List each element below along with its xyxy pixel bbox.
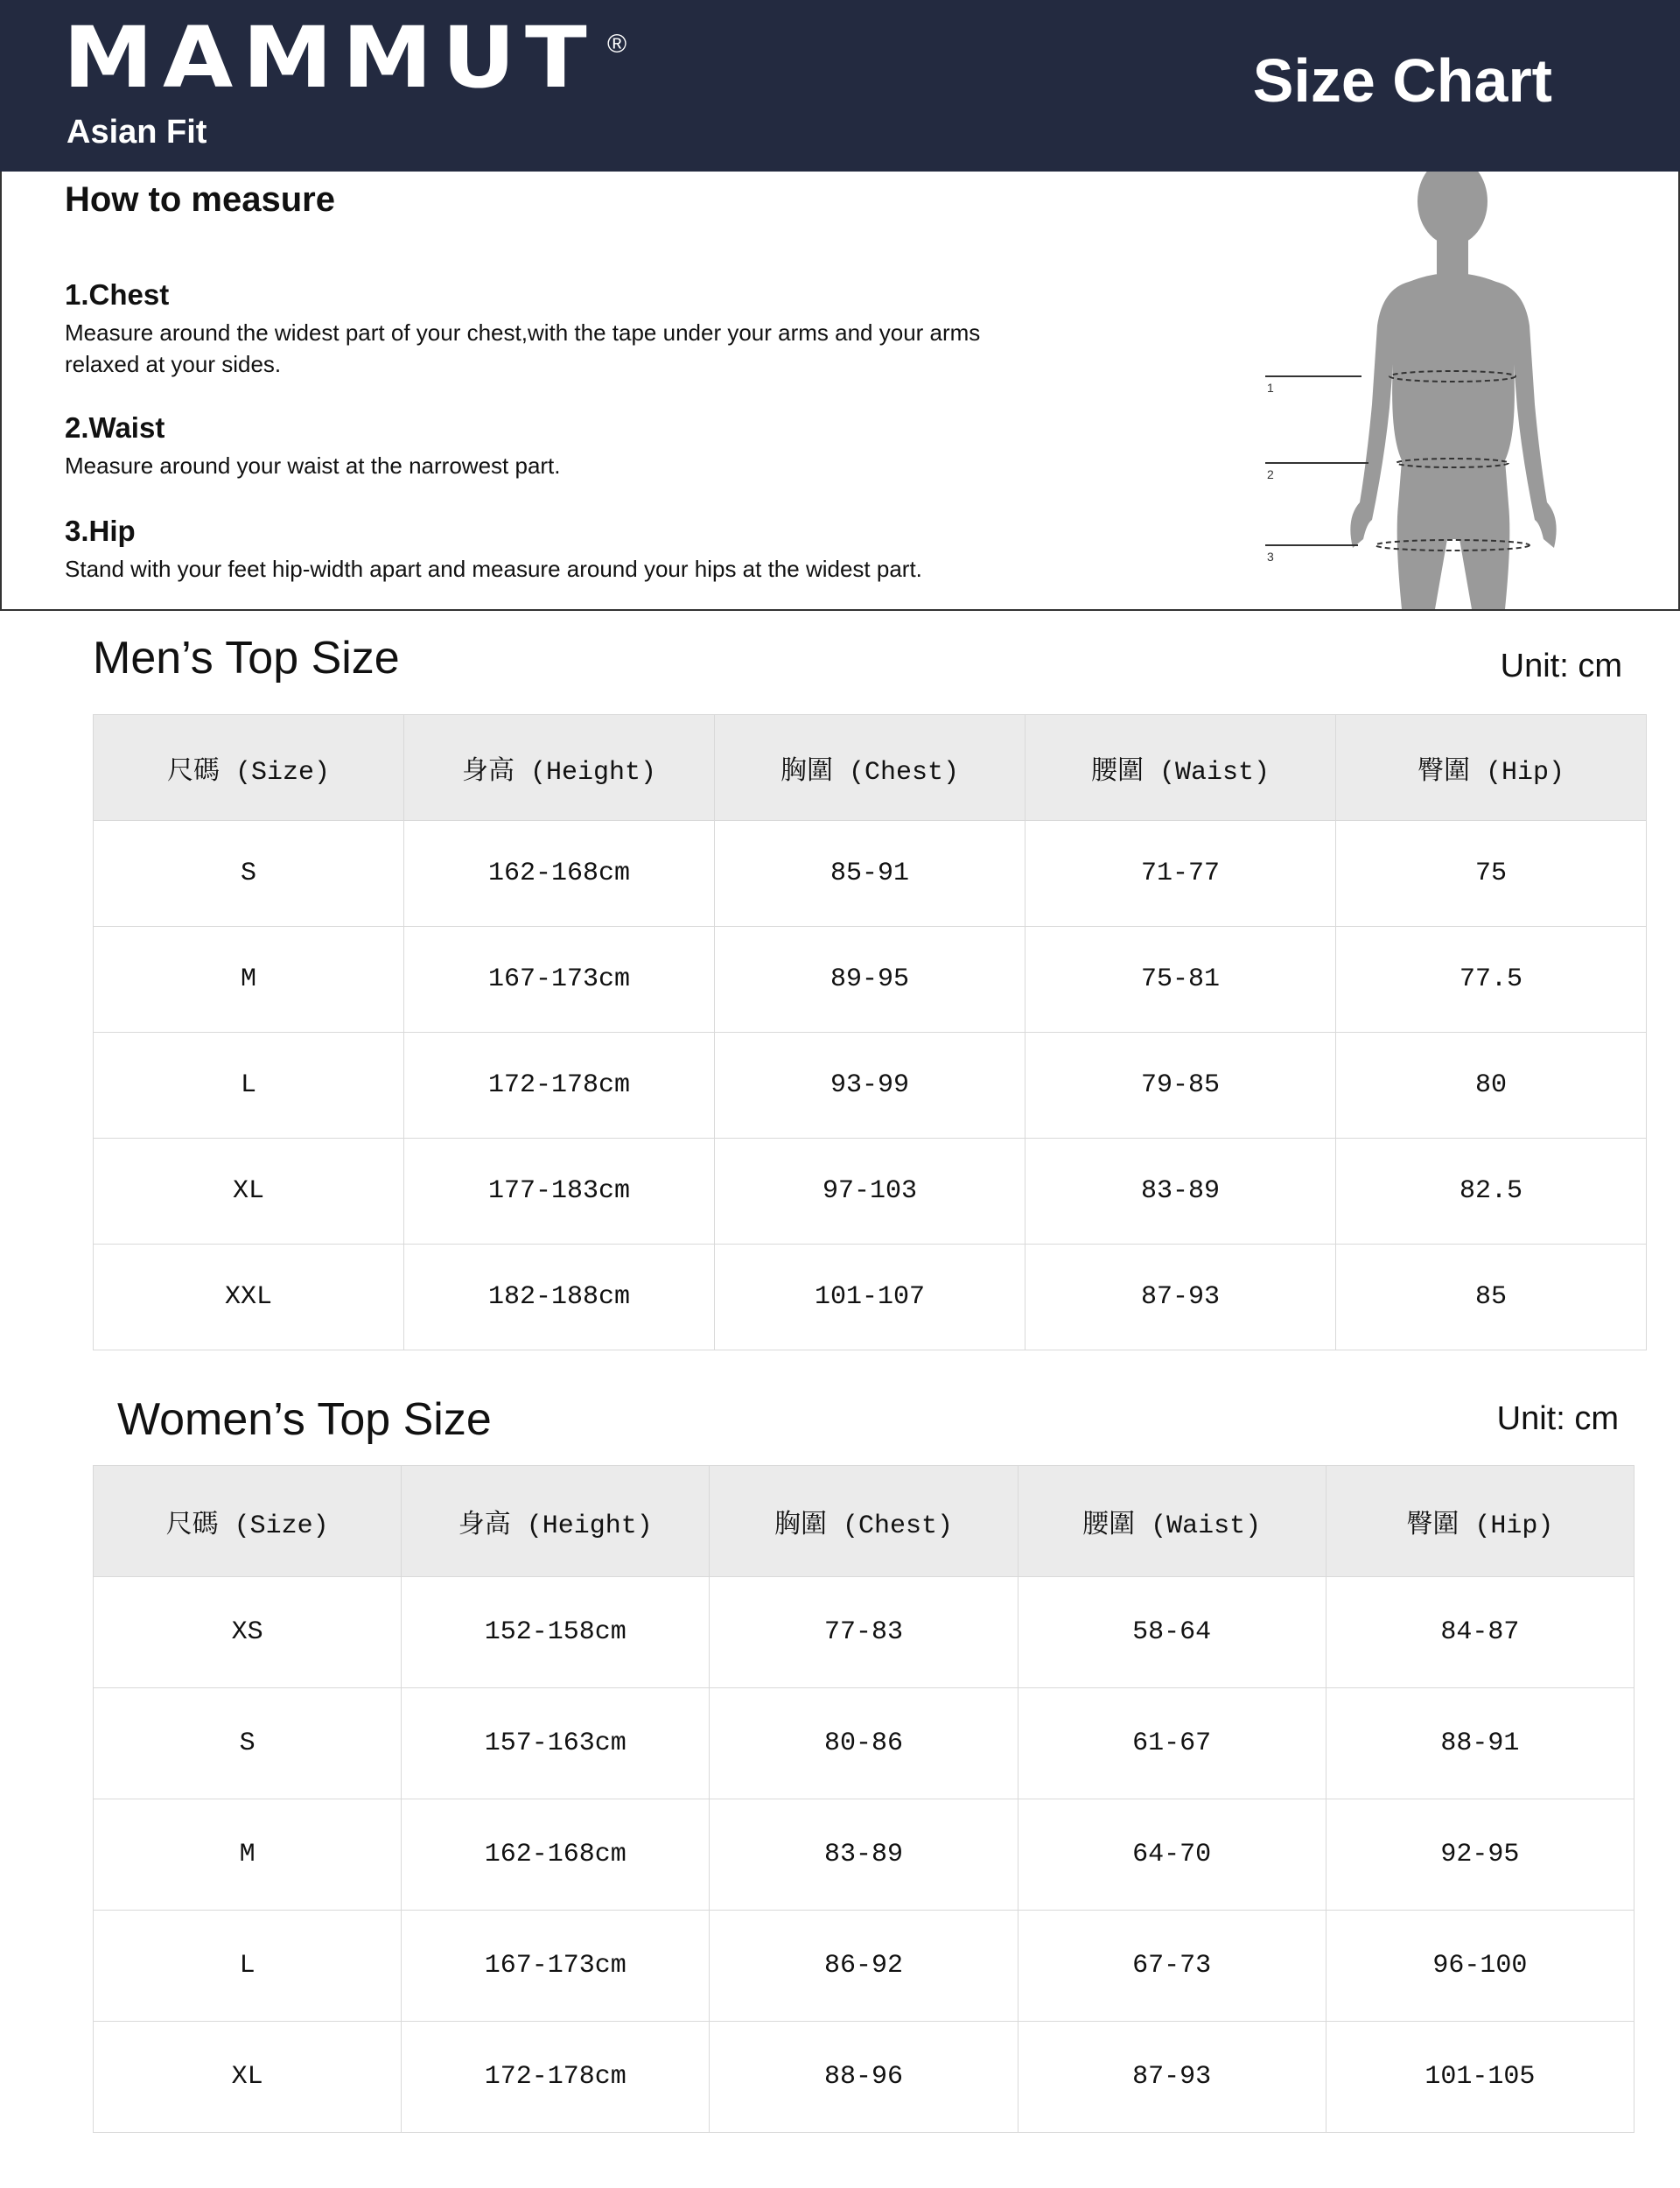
column-header-chest: 胸圍 (Chest) — [710, 1466, 1018, 1577]
hip-marker: 3 — [1267, 550, 1274, 564]
cell-chest: 97-103 — [715, 1139, 1026, 1245]
womens-unit-label: Unit: cm — [1496, 1400, 1619, 1437]
cell-hip: 96-100 — [1326, 1911, 1634, 2022]
measure-text: Measure around your waist at the narrowest part. — [65, 452, 561, 479]
cell-waist: 71-77 — [1026, 821, 1336, 927]
table-header-row — [94, 1466, 1634, 1577]
cell-height: 167-173cm — [402, 1911, 710, 2022]
cell-waist: 83-89 — [1026, 1139, 1336, 1245]
cell-hip: 92-95 — [1326, 1799, 1634, 1911]
measure-text: Measure around the widest part of your chest,with the tape under your arms and your arms relaxed at your sides. — [65, 319, 981, 377]
cell-chest: 80-86 — [710, 1688, 1018, 1799]
cell-hip: 85 — [1336, 1245, 1647, 1350]
column-header-waist: 腰圍 (Waist) — [1026, 715, 1336, 821]
page-title: Size Chart — [1252, 46, 1552, 115]
cell-chest: 93-99 — [715, 1033, 1026, 1139]
cell-height: 177-183cm — [404, 1139, 715, 1245]
table-row — [94, 1688, 1634, 1799]
womens-section-title: Women’s Top Size — [117, 1394, 492, 1445]
cell-hip: 80 — [1336, 1033, 1647, 1139]
cell-height: 182-188cm — [404, 1245, 715, 1350]
body-measurement-figure — [1262, 172, 1577, 609]
measure-text: Stand with your feet hip-width apart and measure around your hips at the widest part. — [65, 556, 922, 582]
cell-height: 157-163cm — [402, 1688, 710, 1799]
measure-label: 3.Hip — [65, 515, 136, 547]
column-header-height: 身高 (Height) — [404, 715, 715, 821]
cell-size: S — [94, 1688, 402, 1799]
cell-waist: 79-85 — [1026, 1033, 1336, 1139]
table-row — [94, 2022, 1634, 2133]
column-header-waist: 腰圍 (Waist) — [1018, 1466, 1326, 1577]
cell-hip: 84-87 — [1326, 1577, 1634, 1688]
mens-section-title: Men’s Top Size — [93, 633, 400, 684]
table-row — [94, 1911, 1634, 2022]
cell-size: S — [94, 821, 404, 927]
column-header-chest: 胸圍 (Chest) — [715, 715, 1026, 821]
cell-chest: 88-96 — [710, 2022, 1018, 2133]
column-header-size: 尺碼 (Size) — [94, 715, 404, 821]
table-row — [94, 927, 1647, 1033]
table-row — [94, 1033, 1647, 1139]
measure-item-chest — [65, 278, 1027, 380]
cell-height: 172-178cm — [402, 2022, 710, 2133]
chest-marker: 1 — [1267, 381, 1274, 395]
cell-waist: 87-93 — [1018, 2022, 1326, 2133]
table-row — [94, 1799, 1634, 1911]
cell-chest: 101-107 — [715, 1245, 1026, 1350]
cell-hip: 82.5 — [1336, 1139, 1647, 1245]
cell-waist: 87-93 — [1026, 1245, 1336, 1350]
column-header-size: 尺碼 (Size) — [94, 1466, 402, 1577]
cell-hip: 101-105 — [1326, 2022, 1634, 2133]
table-header-row — [94, 715, 1647, 821]
column-header-hip: 臀圍 (Hip) — [1336, 715, 1647, 821]
cell-size: L — [94, 1911, 402, 2022]
cell-height: 162-168cm — [404, 821, 715, 927]
mens-unit-label: Unit: cm — [1500, 648, 1622, 684]
cell-height: 167-173cm — [404, 927, 715, 1033]
cell-waist: 64-70 — [1018, 1799, 1326, 1911]
cell-chest: 83-89 — [710, 1799, 1018, 1911]
fit-label: Asian Fit — [66, 114, 207, 151]
cell-size: XL — [94, 2022, 402, 2133]
table-row — [94, 1139, 1647, 1245]
cell-height: 152-158cm — [402, 1577, 710, 1688]
table-row — [94, 1245, 1647, 1350]
cell-chest: 89-95 — [715, 927, 1026, 1033]
cell-waist: 75-81 — [1026, 927, 1336, 1033]
measure-item-hip — [65, 515, 1027, 585]
cell-waist: 61-67 — [1018, 1688, 1326, 1799]
cell-hip: 88-91 — [1326, 1688, 1634, 1799]
cell-size: XL — [94, 1139, 404, 1245]
cell-size: XS — [94, 1577, 402, 1688]
measure-label: 2.Waist — [65, 411, 165, 444]
waist-marker: 2 — [1267, 467, 1274, 481]
cell-size: M — [94, 1799, 402, 1911]
mens-size-table — [93, 714, 1647, 1350]
cell-waist: 67-73 — [1018, 1911, 1326, 2022]
cell-chest: 77-83 — [710, 1577, 1018, 1688]
measure-label: 1.Chest — [65, 278, 170, 311]
cell-size: M — [94, 927, 404, 1033]
cell-height: 172-178cm — [404, 1033, 715, 1139]
header-banner — [0, 0, 1680, 172]
registered-mark: ® — [607, 30, 627, 59]
cell-chest: 85-91 — [715, 821, 1026, 927]
cell-size: L — [94, 1033, 404, 1139]
cell-height: 162-168cm — [402, 1799, 710, 1911]
cell-hip: 75 — [1336, 821, 1647, 927]
table-row — [94, 1577, 1634, 1688]
how-to-measure-panel — [0, 172, 1680, 611]
cell-waist: 58-64 — [1018, 1577, 1326, 1688]
cell-hip: 77.5 — [1336, 927, 1647, 1033]
womens-size-table — [93, 1465, 1634, 2133]
cell-chest: 86-92 — [710, 1911, 1018, 2022]
column-header-hip: 臀圍 (Hip) — [1326, 1466, 1634, 1577]
table-row — [94, 821, 1647, 927]
measure-item-waist — [65, 411, 1027, 481]
column-header-height: 身高 (Height) — [402, 1466, 710, 1577]
brand-logo: MAMMUT — [63, 9, 597, 107]
cell-size: XXL — [94, 1245, 404, 1350]
how-to-measure-heading: How to measure — [65, 180, 335, 219]
